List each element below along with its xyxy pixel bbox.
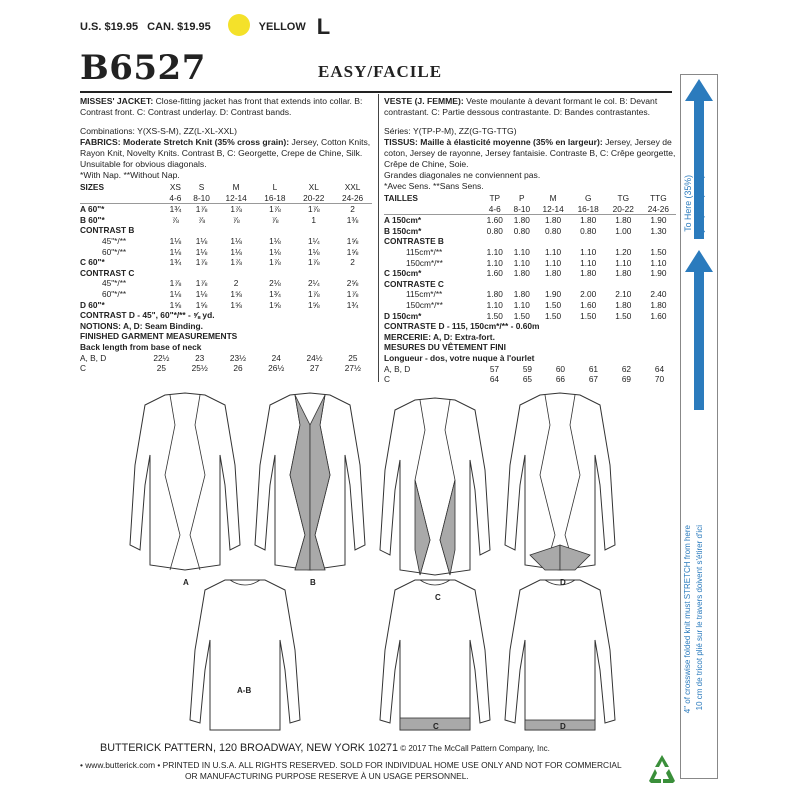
size-code: TTG xyxy=(650,193,667,203)
yardage-value: 1⅞ xyxy=(269,257,281,268)
range-spacer xyxy=(80,193,164,204)
color-name: YELLOW xyxy=(258,20,306,33)
size-range: 8-10 xyxy=(186,193,216,204)
measurement-value: 24 xyxy=(271,352,281,363)
view-ab-back-drawing xyxy=(190,580,300,730)
row-label: C xyxy=(80,363,86,374)
can-price: CAN. $19.95 xyxy=(147,20,211,33)
header-divider xyxy=(80,91,672,93)
sizes-label: SIZES xyxy=(80,182,104,192)
size-code: XXL xyxy=(344,182,361,192)
table-row xyxy=(384,289,676,300)
size-range: 8-10 xyxy=(508,204,535,215)
yardage-value: 1.80 xyxy=(650,299,667,310)
english-contrast-d: CONTRAST D - 45", 60"*/** - ⅝ yd. xyxy=(80,310,215,321)
size-code: M xyxy=(549,193,557,203)
view-d-back-drawing xyxy=(505,580,615,730)
table-row xyxy=(384,374,676,385)
size-range: 12-14 xyxy=(536,204,571,215)
english-fgm-sub: Back length from base of neck xyxy=(80,341,202,352)
yardage-value: 1⅝ xyxy=(230,299,242,310)
yardage-value: ⅞ xyxy=(271,214,279,225)
to-here-label: To Here (35%) xyxy=(683,175,693,232)
table-row xyxy=(80,268,372,279)
diagonales-note: Grandes diagonales ne conviennent pas. xyxy=(384,170,541,180)
yardage-value: 1.80 xyxy=(580,215,597,226)
measurement-value: 23 xyxy=(195,352,205,363)
size-code: G xyxy=(584,193,592,203)
yardage-value: 1⅛ xyxy=(195,288,208,299)
row-label: 60"*/** xyxy=(102,288,127,299)
yardage-value: 1.10 xyxy=(513,257,530,268)
size-code: L xyxy=(272,182,278,192)
footer-notice-2: OR MANUFACTURING PURPOSE RESERVE À UN USAGE PERSONNEL. xyxy=(185,770,469,781)
us-price: U.S. $19.95 xyxy=(80,20,139,33)
measurement-value: 59 xyxy=(522,363,533,374)
yardage-value: 1⅛ xyxy=(230,235,242,246)
yardage-value: 1⅛ xyxy=(195,246,208,257)
measurement-value: 27½ xyxy=(344,363,361,374)
yardage-value: 1.10 xyxy=(615,257,632,268)
difficulty-label: EASY/FACILE xyxy=(318,62,443,81)
yardage-value: 1.20 xyxy=(615,246,632,257)
yardage-value: 1.50 xyxy=(580,310,597,321)
table-row xyxy=(80,257,372,268)
size-code: TG xyxy=(617,193,630,203)
row-label: C 60"* xyxy=(80,257,105,268)
table-row xyxy=(80,289,372,300)
view-label-c: C xyxy=(435,593,441,602)
yardage-value: 2 xyxy=(350,204,355,215)
yardage-value: 1⅝ xyxy=(346,235,359,246)
table-row xyxy=(384,226,676,237)
yardage-value: 1⅛ xyxy=(195,235,208,246)
stretch-gauge xyxy=(680,74,718,779)
jusqu-ici-label: jusqu'ici (35%) xyxy=(695,175,705,232)
yardage-value: 0.80 xyxy=(486,225,503,236)
size-code: XS xyxy=(169,182,181,192)
yardage-value: 1⅜ xyxy=(346,214,359,225)
yardage-value: 1.50 xyxy=(486,310,503,321)
yardage-value: 1.10 xyxy=(513,246,530,257)
yardage-value: 1⅞ xyxy=(269,204,281,215)
yardage-value: 0.80 xyxy=(513,225,530,236)
table-row xyxy=(384,236,676,247)
size-range: 12-14 xyxy=(217,193,256,204)
yardage-value: 1.60 xyxy=(580,299,597,310)
footer-notice-1: PRINTED IN U.S.A. ALL RIGHTS RESERVED. SOLD FOR INDIVIDUAL HOME USE ONLY AND NOT FOR COMMERCIAL xyxy=(162,760,622,770)
yardage-value: 1⅞ xyxy=(230,204,242,215)
yardage-value: 1 xyxy=(311,214,317,225)
column-divider xyxy=(378,94,379,382)
yardage-value: 1⅞ xyxy=(307,204,320,215)
footer-website[interactable]: • www.butterick.com • xyxy=(80,760,161,770)
yardage-value: 0.80 xyxy=(545,225,562,236)
yardage-value: 1⅞ xyxy=(169,278,182,289)
table-row xyxy=(384,311,676,322)
yardage-value: 1⅛ xyxy=(307,246,320,257)
yardage-value: 1⅞ xyxy=(346,288,359,299)
yardage-value: 1⅛ xyxy=(269,235,281,246)
measurement-value: 22½ xyxy=(153,352,170,363)
yardage-value: 1¼ xyxy=(307,235,320,246)
yardage-value: 1.80 xyxy=(513,215,530,226)
yardage-value: 1.90 xyxy=(545,289,562,300)
yardage-value: 1⅞ xyxy=(230,257,242,268)
measurement-value: 25 xyxy=(156,363,167,374)
yardage-value: 1.50 xyxy=(545,310,562,321)
yardage-value: 1¾ xyxy=(346,299,359,310)
english-fgm-table xyxy=(80,353,372,374)
table-row xyxy=(80,215,372,226)
yardage-value: 1⅛ xyxy=(169,288,182,299)
yardage-value: 1.10 xyxy=(545,257,562,268)
yardage-value: 1⅛ xyxy=(269,246,281,257)
table-row xyxy=(384,268,676,279)
row-label: CONTRASTE B xyxy=(384,236,444,247)
size-range: 24-26 xyxy=(333,193,372,204)
yardage-value: 1¾ xyxy=(169,257,182,268)
yardage-value: 1.80 xyxy=(615,299,632,310)
table-row xyxy=(80,363,372,374)
view-label-ab-back: A-B xyxy=(237,686,252,695)
english-fgm-title: FINISHED GARMENT MEASUREMENTS xyxy=(80,331,238,342)
yardage-value: 1.00 xyxy=(615,225,632,236)
french-yardage-table xyxy=(384,193,676,321)
english-yardage-table xyxy=(80,182,372,310)
yardage-value: 1.80 xyxy=(513,289,530,300)
yardage-value: 1.80 xyxy=(486,289,503,300)
size-range: 16-18 xyxy=(256,193,295,204)
row-label: C xyxy=(384,374,390,385)
yardage-value: 1.80 xyxy=(580,268,597,279)
row-label: CONTRAST B xyxy=(80,225,135,236)
table-row xyxy=(384,364,676,375)
yardage-value: ⅞ xyxy=(232,214,240,225)
footer-copyright: © 2017 The McCall Pattern Company, Inc. xyxy=(398,744,550,753)
yardage-value: 1.10 xyxy=(580,257,597,268)
yardage-value: 1⅛ xyxy=(169,235,182,246)
french-column xyxy=(384,96,676,385)
row-label: D 60"* xyxy=(80,299,105,310)
row-label: 115cm*/** xyxy=(406,246,443,257)
size-range-row xyxy=(384,204,676,215)
yardage-value: 1¾ xyxy=(169,204,182,215)
measurement-value: 25½ xyxy=(191,363,208,374)
yardage-value: 1⅞ xyxy=(195,278,208,289)
size-range-row xyxy=(80,193,372,204)
sens-note: *Avec Sens. **Sans Sens. xyxy=(384,181,484,191)
size-range: 4-6 xyxy=(481,204,508,215)
row-label: D 150cm* xyxy=(384,310,422,321)
yardage-value: 2 xyxy=(350,257,355,268)
yardage-value: 1⅛ xyxy=(169,246,182,257)
yardage-value: 1.50 xyxy=(545,299,562,310)
measurement-value: 64 xyxy=(489,374,500,385)
french-contrast-d: CONTRASTE D - 115, 150cm*/** - 0.60m xyxy=(384,321,540,332)
measurement-value: 26½ xyxy=(268,363,285,374)
english-column xyxy=(80,96,372,374)
yardage-value: 1⅝ xyxy=(169,299,182,310)
fabrics: FABRICS: Moderate Stretch Knit (35% cross grain): Jersey, Cotton Knits, Rayon Knit, Novelty Knits. Contrast B, C: Georgette, Crepe de Chine, Silk. xyxy=(80,137,371,158)
measurement-value: 26 xyxy=(233,363,243,374)
yardage-value: 1.10 xyxy=(513,299,530,310)
table-row xyxy=(80,300,372,311)
yardage-value: 1.50 xyxy=(513,310,530,321)
yardage-value: 2 xyxy=(233,278,239,289)
yardage-value: 1.90 xyxy=(650,215,667,226)
view-d-drawing xyxy=(505,393,615,570)
row-label: B 150cm* xyxy=(384,225,422,236)
row-label: A 150cm* xyxy=(384,215,422,226)
stretch-note-en: 4" of crosswise folded knit must STRETCH from here xyxy=(683,525,692,714)
row-label: C 150cm* xyxy=(384,268,422,279)
measurement-value: 57 xyxy=(489,363,500,374)
measurement-value: 62 xyxy=(621,363,632,374)
combinations: Combinations: Y(XS-S-M), ZZ(L-XL-XXL) xyxy=(80,126,237,136)
measurement-value: 66 xyxy=(555,374,566,385)
size-range: 20-22 xyxy=(606,204,641,215)
table-row xyxy=(384,279,676,290)
arrow-up-icon-2 xyxy=(685,250,713,410)
size-header-row xyxy=(80,182,372,193)
yardage-value: 1.10 xyxy=(486,299,503,310)
french-mercerie: MERCERIE: A, D: Extra-fort. xyxy=(384,331,495,342)
yardage-value: ⅞ xyxy=(198,214,205,225)
stretch-note-fr: 10 cm de tricot plié sur le travers doivent s'étirer d'ici xyxy=(695,525,704,711)
view-label-c-back: C xyxy=(433,722,439,731)
french-fgm-sub: Longueur - dos, votre nuque à l'ourlet xyxy=(384,352,535,363)
tissus: TISSUS: Maille à élasticité moyenne (35% en largeur): Jersey, Jersey de coton, Jersey de rayonne, Jersey fantaisie. Contraste B, C: Crêpe georgette, Crêpe de Chine, Soie. xyxy=(384,137,676,169)
yardage-value: 1.80 xyxy=(513,268,530,279)
recycle-icon xyxy=(645,753,679,785)
table-row xyxy=(80,204,372,215)
size-code: P xyxy=(519,193,525,203)
yardage-value: 1⅛ xyxy=(230,246,242,257)
table-row xyxy=(384,247,676,258)
yardage-value: 1.50 xyxy=(615,310,632,321)
yardage-value: 1.90 xyxy=(650,268,667,279)
row-label: B 60"* xyxy=(80,214,105,225)
measurement-value: 70 xyxy=(654,374,665,385)
measurement-value: 61 xyxy=(588,363,599,374)
view-a-drawing xyxy=(130,393,240,570)
yardage-value: 1⅝ xyxy=(230,288,242,299)
measurement-value: 64 xyxy=(654,363,665,374)
table-row xyxy=(80,236,372,247)
measurement-value: 65 xyxy=(522,374,533,385)
garment-illustrations xyxy=(80,385,680,735)
measurement-value: 24½ xyxy=(306,352,323,363)
yardage-value: 1.10 xyxy=(486,246,503,257)
yardage-value: 1.80 xyxy=(615,215,632,226)
view-label-a: A xyxy=(183,578,189,587)
footer-notice xyxy=(80,760,622,781)
yardage-value: 1.10 xyxy=(580,246,597,257)
yardage-value: 2⅝ xyxy=(346,278,359,289)
yardage-value: 1.80 xyxy=(545,215,562,226)
view-label-d: D xyxy=(560,578,566,587)
unsuitable-note: Unsuitable for obvious diagonals. xyxy=(80,159,207,169)
view-b-drawing xyxy=(255,393,365,570)
measurement-value: 69 xyxy=(621,374,632,385)
yardage-value: 1⅞ xyxy=(195,204,208,215)
range-spacer xyxy=(384,204,481,215)
view-label-b: B xyxy=(310,578,316,587)
measurement-value: 23½ xyxy=(229,352,247,363)
yardage-value: 1⅝ xyxy=(307,299,320,310)
measurement-value: 60 xyxy=(555,363,566,374)
table-row xyxy=(80,278,372,289)
size-code: M xyxy=(232,182,240,192)
french-fgm-title: MESURES DU VÊTEMENT FINI xyxy=(384,342,506,353)
row-label: 150cm*/** xyxy=(406,257,443,268)
yardage-value: 1⅞ xyxy=(307,257,320,268)
yardage-value: 1.10 xyxy=(545,246,562,257)
row-label: CONTRASTE C xyxy=(384,278,444,289)
row-label: 45"*/** xyxy=(102,235,127,246)
yardage-value: 1.50 xyxy=(650,246,667,257)
size-header-row xyxy=(384,193,676,204)
yardage-value: 1.80 xyxy=(615,268,632,279)
size-range: 16-18 xyxy=(571,204,606,215)
size-letter: L xyxy=(316,14,331,39)
nap-note: *With Nap. **Without Nap. xyxy=(80,170,180,180)
measurement-value: 67 xyxy=(588,374,599,385)
sizes-label: TAILLES xyxy=(384,193,418,203)
row-label: CONTRAST C xyxy=(80,267,135,278)
yardage-value: 1⅝ xyxy=(195,299,208,310)
size-code: S xyxy=(198,182,205,192)
view-c-drawing xyxy=(380,398,490,575)
row-label: 150cm*/** xyxy=(406,299,443,310)
view-c-back-drawing xyxy=(380,580,490,730)
row-label: 115cm*/** xyxy=(406,289,443,300)
yardage-value: 0.80 xyxy=(580,225,597,236)
yardage-value: 1⅞ xyxy=(195,257,208,268)
table-row xyxy=(384,215,676,226)
row-label: A, B, D xyxy=(384,363,411,374)
size-range: 24-26 xyxy=(641,204,676,215)
yardage-value: 2¼ xyxy=(307,278,320,289)
measurement-value: 27 xyxy=(309,363,320,374)
yardage-value: 1.30 xyxy=(650,225,667,236)
row-label: A, B, D xyxy=(80,352,107,363)
table-row xyxy=(384,300,676,311)
size-range: 20-22 xyxy=(294,193,333,204)
table-row xyxy=(80,353,372,364)
yardage-value: 2.00 xyxy=(580,289,597,300)
yardage-value: 1¾ xyxy=(269,288,281,299)
pattern-number: B6527 xyxy=(80,48,206,88)
row-label: 45"*/** xyxy=(102,278,127,289)
yardage-value: 1.60 xyxy=(650,310,667,321)
size-range: 4-6 xyxy=(164,193,186,204)
french-fgm-table xyxy=(384,364,676,385)
table-row xyxy=(384,258,676,269)
measurement-value: 25 xyxy=(348,352,358,363)
yardage-value: 1.60 xyxy=(486,268,503,279)
yardage-value: 2.10 xyxy=(615,289,632,300)
yardage-value: 1.80 xyxy=(545,268,562,279)
yardage-value: 1.10 xyxy=(486,257,503,268)
size-code: TP xyxy=(489,193,501,203)
yardage-value: 1⅝ xyxy=(269,299,281,310)
row-label: A 60"* xyxy=(80,204,105,215)
english-description: MISSES' JACKET: Close-fitting jacket has front that extends into collar. B: Contrast front. C: Contrast underlay. D: Contrast bands. xyxy=(80,96,363,117)
english-notions: NOTIONS: A, D: Seam Binding. xyxy=(80,320,203,331)
yardage-value: ⅞ xyxy=(171,214,179,225)
footer-address xyxy=(100,742,550,754)
table-row xyxy=(80,247,372,258)
yardage-value: 1.60 xyxy=(486,215,503,226)
yardage-value: 1⅝ xyxy=(346,246,359,257)
price-line xyxy=(80,14,336,40)
yardage-value: 1.10 xyxy=(650,257,667,268)
yellow-dot-icon xyxy=(228,14,250,36)
series: Séries: Y(TP-P-M), ZZ(G-TG-TTG) xyxy=(384,126,517,136)
yardage-value: 2⅛ xyxy=(269,278,281,289)
yardage-value: 1⅞ xyxy=(307,288,320,299)
table-row xyxy=(80,225,372,236)
view-label-d-back: D xyxy=(560,722,566,731)
row-label: 60"*/** xyxy=(102,246,127,257)
french-description: VESTE (J. FEMME): Veste moulante à devant formant le col. B: Devant contrastant. C: Partie dessous contrastante. D: Bandes contrastantes. xyxy=(384,96,658,117)
yardage-value: 2.40 xyxy=(650,289,667,300)
size-code: XL xyxy=(308,182,319,192)
footer-main: BUTTERICK PATTERN, 120 BROADWAY, NEW YORK 10271 xyxy=(100,742,398,754)
